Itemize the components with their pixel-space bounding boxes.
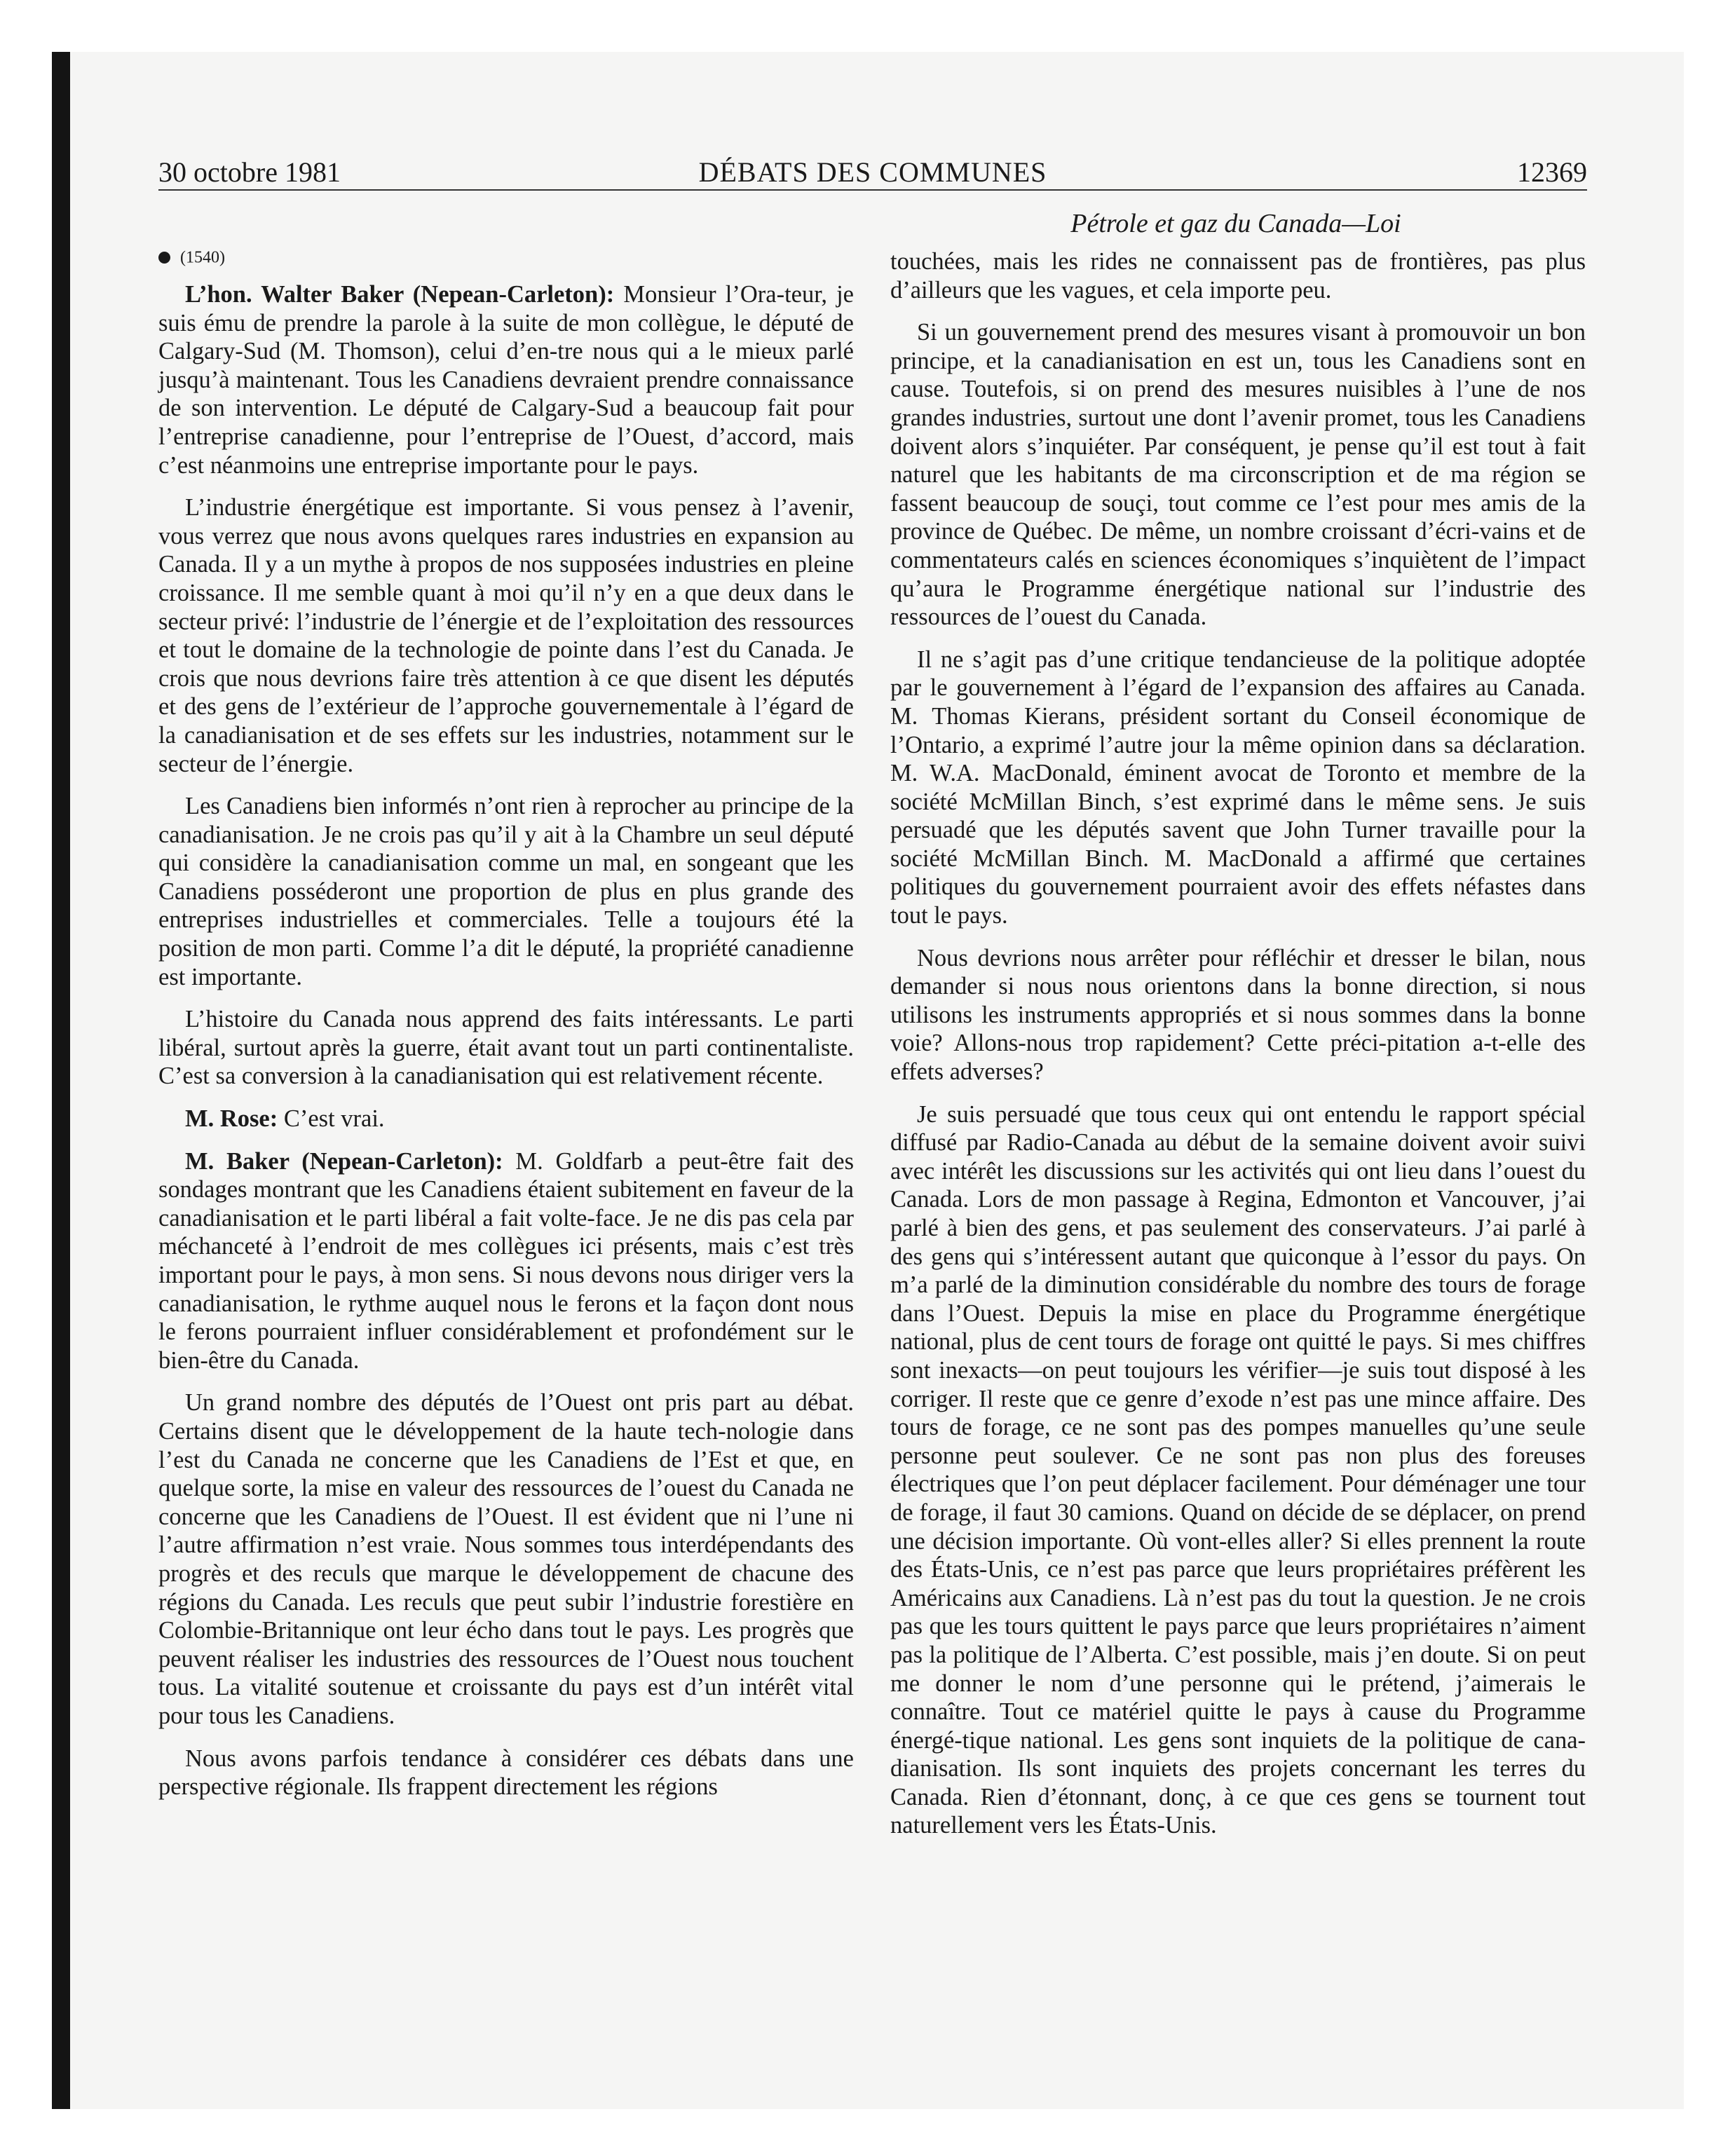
time-marker-label: (1540) [180,248,225,267]
paragraph: touchées, mais les rides ne connaissent pas de frontières, pas plus d’ailleurs que les vagues, et cela importe peu. [890,248,1586,303]
paragraph-text: L’histoire du Canada nous apprend des faits intéressants. Le parti libéral, surtout après la guerre, était avant tout un parti continentaliste. C’est sa conversion à la canadianisation qui est relativement récente. [158,1006,854,1090]
paragraph [158,1389,854,1730]
paragraph: Si un gouvernement prend des mesures visant à promouvoir un bon principe, et la canadianisation en est un, tous les Canadiens sont en cause. Toutefois, si on prend des mesures nuisibles à l’une de nos grandes industries, surtout une dont l’avenir promet, tous les Canadiens doivent alors s’inquiéter. Par conséquent, je pense qu’il est tout à fait naturel que les habitants de ma circonscription et de ma région se fassent beaucoup de souçi, tout comme ce l’est pour mes amis de la province de Québec. De même, un nombre croissant d’écri-vains et de commentateurs calés en sciences économiques s’inquiètent de l’impact qu’aura le Programme énergétique national sur l’industrie des ressources de l’ouest du Canada. [890,319,1586,631]
speaker-name: M. Rose: [185,1105,278,1133]
paragraph-text: Un grand nombre des députés de l’Ouest ont pris part au débat. Certains disent que le développement de la haute tech-nologie dans l’est du Canada ne concerne que les Canadiens de l’Est et que, en quelque sorte, la mise en valeur des ressources de l’ouest du Canada ne concerne que les Canadiens de l’Ouest. Il est évident que ni l’une ni l’autre affirmation n’est vraie. Nous sommes tous interdépendants des progrès et des reculs que marque le développement de chacune des régions du Canada. Les reculs que peut subir l’industrie forestière en Colombie-Britannique ont leur écho dans tout le pays. Les progrès que peuvent réaliser les industries des ressources de l’Ouest nous touchent tous. La vitalité soutenue et croissante du pays est d’un intérêt vital pour tous les Canadiens. [158,1389,854,1729]
paragraph-text: Monsieur l’Ora-teur, je suis ému de prendre la parole à la suite de mon collègue, le député de Calgary-Sud (M. Thomson), celui d’en-tre nous qui a le mieux parlé jusqu’à maintenant. Tous les Canadiens devraient prendre connaissance de son intervention. Le député de Calgary-Sud a beaucoup fait pour l’entreprise canadienne, pour l’entreprise de l’Ouest, d’accord, mais c’est néanmoins une entreprise importante pour le pays. [158,281,854,479]
paragraph [158,280,854,479]
paragraph [158,493,854,778]
page-header [158,153,1587,192]
header-date: 30 octobre 1981 [158,156,341,188]
paragraph: Je suis persuadé que tous ceux qui ont entendu le rapport spécial diffusé par Radio-Canada au début de la semaine doivent avoir suivi avec intérêt les discussions sur les activités qui ont lieu dans l’ouest du Canada. Lors de mon passage à Regina, Edmonton et Vancouver, j’ai parlé à bien des gens, et pas seulement des conservateurs. J’ai parlé à des gens qui s’intéressent autant que quiconque à l’essor du pays. On m’a parlé de la diminution considérable du nombre des tours de forage dans l’Ouest. Depuis la mise en place du Programme énergétique national, plus de cent tours de forage ont quitté le pays. Si mes chiffres sont inexacts—on peut toujours les vérifier—je suis tout disposé à les corriger. Il reste que ce genre d’exode n’est pas une mince affaire. Des tours de forage, ce ne sont pas des pompes manuelles qu’une seule personne peut soulever. Ce ne sont pas non plus des foreuses électriques que l’on peut déplacer facilement. Pour déménager une tour de forage, il faut 30 camions. Quand on décide de se déplacer, on prend une décision importante. Où vont-elles aller? Si elles prennent la route des États-Unis, ce n’est pas parce que leurs propriétaires préfèrent les Américains aux Canadiens. Là n’est pas du tout la question. Je ne crois pas que les tours quittent le pays parce que leurs propriétaires n’aiment pas la politique de l’Alberta. C’est possible, mais j’en doute. Si on peut me donner le nom d’une personne qui le prétend, j’aimerais le connaître. Tout ce matériel quitte le pays à cause du Programme énergé-tique national. Les gens sont inquiets de la politique de cana-dianisation. Ils sont inquiets des projets concernant les terres du Canada. Rien d’étonnant, donç, à ce que ces gens se tournent tout naturellement vers les États-Unis. [890,1100,1586,1839]
time-marker [158,243,225,271]
paragraph: Il ne s’agit pas d’une critique tendancieuse de la politique adoptée par le gouvernement à l’égard de l’expansion des affaires au Canada. M. Thomas Kierans, président sortant du Conseil économique de l’Ontario, a exprimé l’autre jour la même opinion dans sa déclaration. M. W.A. MacDonald, éminent avocat de Toronto et membre de la société McMillan Binch, s’est exprimé dans le même sens. Je suis persuadé que les députés savent que John Turner travaille pour la société McMillan Binch. M. MacDonald a affirmé que certaines politiques du gouvernement pourraient avoir des effets néfastes dans tout le pays. [890,646,1586,929]
header-title: DÉBATS DES COMMUNES [698,156,1047,188]
bullet-icon [158,252,170,264]
right-column [890,247,1586,1854]
header-rule [158,189,1587,191]
paragraph: Nous devrions nous arrêter pour réfléchir et dresser le bilan, nous demander si nous nous orientons dans la bonne direction, si nous utilisons les instruments appropriés et si nous sommes dans la bonne voie? Allons-nous trop rapidement? Cette préci-pitation a-t-elle des effets adverses? [890,944,1586,1086]
left-column [158,280,854,1815]
paragraph-text: Les Canadiens bien informés n’ont rien à reprocher au principe de la canadianisation. Je ne crois pas qu’il y ait à la Chambre un seul député qui considère la canadianisation comme un mal, en songeant que les Canadiens posséderont une proportion de plus en plus grande des entreprises industrielles et commerciales. Telle a toujours été la position de mon parti. Comme l’a dit le député, la propriété canadienne est importante. [158,793,854,990]
paragraph [158,1005,854,1091]
paragraph-text: Nous avons parfois tendance à considérer ces débats dans une perspective régionale. Ils frappent directement les régions [158,1745,854,1801]
paragraph-text: M. Goldfarb a peut-être fait des sondages montrant que les Canadiens étaient subitement en faveur de la canadianisation et le parti libéral a fait volte-face. Je ne dis pas cela par méchanceté à l’endroit de mes collègues ici présents, mais c’est très important pour le pays, à mon sens. Si nous devons nous diriger vers la canadianisation, le rythme auquel nous le ferons et la façon dont nous le ferons pourraient influer considérablement et profondément sur le bien-être du Canada. [158,1147,855,1374]
paragraph-text: C’est vrai. [278,1105,385,1133]
running-title: Pétrole et gaz du Canada—Loi [1070,209,1401,238]
scan-edge-bar [52,52,70,2109]
paragraph-text: L’industrie énergétique est importante. Si vous pensez à l’avenir, vous verrez que nous avons quelques rares industries en expansion au Canada. Il y a un mythe à propos de nos supposées industries en pleine croissance. Il me semble quant à moi qu’il n’y en a que deux dans le secteur privé: l’industrie de l’énergie et de l’exploitation des ressources et tout le domaine de la technologie de pointe dans l’est du Canada. Je crois que nous devrions faire très attention à ce que disent les députés et des gens de l’extérieur de l’approche gouvernementale à l’égard de la canadianisation et de ses effets sur les industries, notamment sur le secteur de l’énergie. [158,494,854,777]
paragraph [158,1105,854,1133]
paragraph [158,792,854,991]
paragraph [158,1147,854,1375]
speaker-name: L’hon. Walter Baker (Nepean-Carleton): [185,281,615,308]
page-number: 12369 [1517,156,1587,188]
speaker-name: M. Baker (Nepean-Carleton): [185,1147,503,1175]
paragraph [158,1745,854,1801]
